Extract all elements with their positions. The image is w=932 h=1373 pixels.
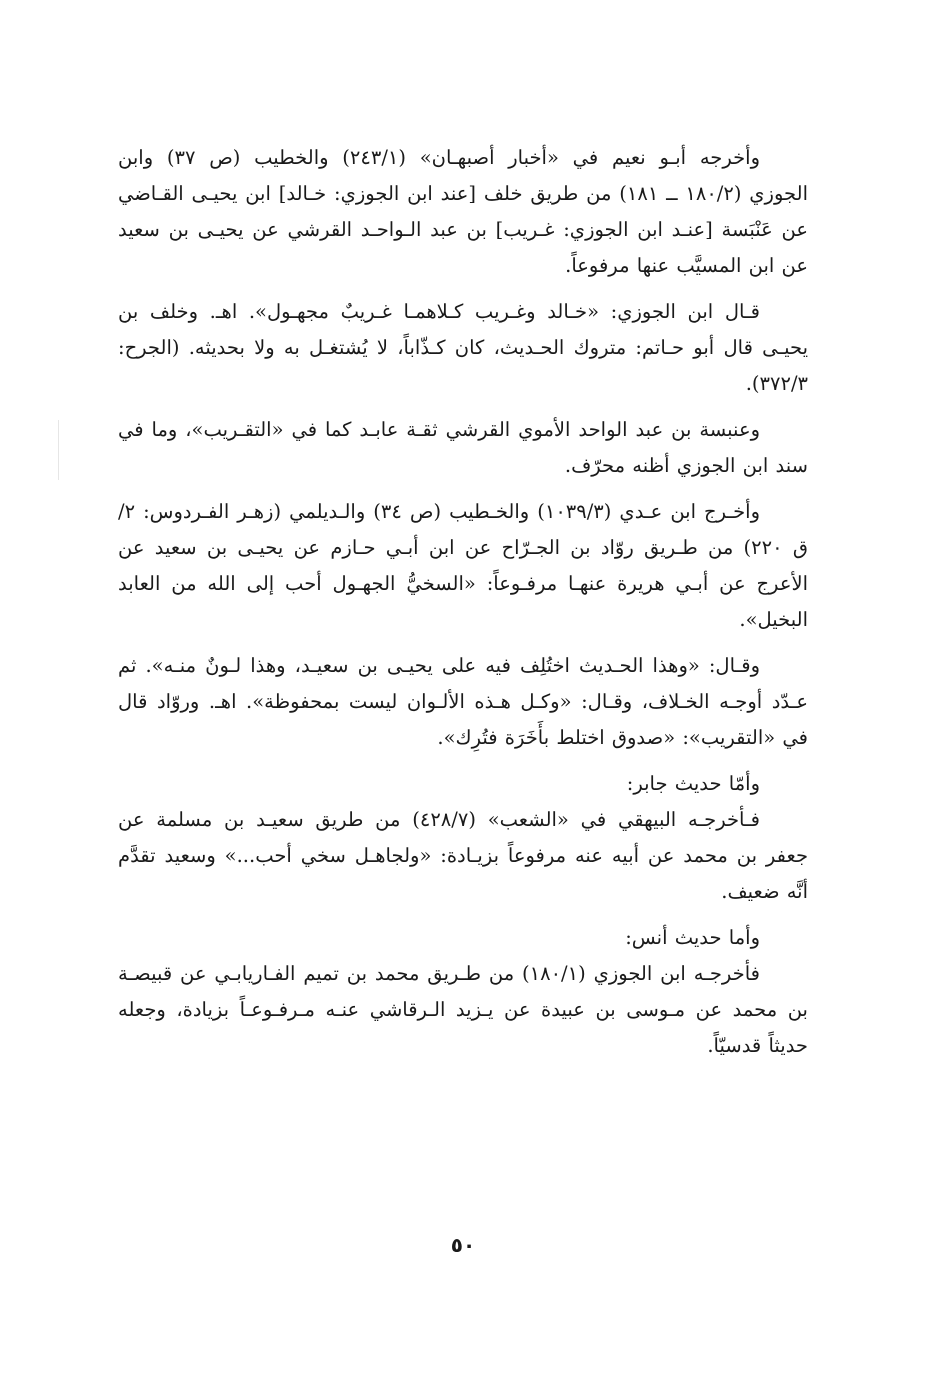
scan-artifact (58, 420, 59, 480)
section-heading-jabir: وأمّا حديث جابر: (626, 772, 760, 795)
paragraph-2: قـال ابن الجوزي: «خـالد وغـريب كـلاهمـا غـريبٌ مجهـول». اهـ. وخلف بن يحيـى قال أبو حـاتم: متروك الحـديث، كان كـذّاباً، لا يُشتغـل به ولا بحديثه. (الجرح: ٣٧٢/٣). (118, 300, 808, 395)
page-number: ٥٠ (450, 1233, 476, 1257)
paragraph-6: فـأخرجـه البيهقي في «الشعب» (٤٢٨/٧) من طريق سعيـد بن مسلمة عن جعفر بن محمد عن أبيه عنه مرفوعاً بزيـادة: «ولجاهـل سخي أحب...» وسعيد تقدَّم أنَّه ضعيف. (118, 808, 808, 903)
paragraph-1: وأخرجه أبـو نعيم في «أخبار أصبهـان» (٢٤٣/١) والخطيب (ص ٣٧) وابن الجوزي (١٨٠/٢ ــ ١٨١) من طريق خلف [عند ابن الجوزي: خـالد] ابن يحيـى القـاضي عن عَنْبَسة [عنـد ابن الجوزي: غـريب] بن عبد الـواحـد القرشي عن يحيـى بن سعيد عن ابن المسيَّب عنها مرفوعاً. (118, 146, 808, 277)
paragraph-7: فأخرجـه ابن الجوزي (١٨٠/١) من طـريق محمد بن تميم الفـاريابـي عن قبيصـة بن محمد عن مـوسى بن عبيدة عن يـزيد الـرقاشي عنـه مـرفـوعـاً بزيادة، وجعله حديثاً قدسيّاً. (118, 962, 808, 1057)
paragraph-3: وعنبسة بن عبد الواحد الأموي القرشي ثقـة عابـد كما في «التقـريب»، وما في سند ابن الجوزي أظنه محرّف. (118, 418, 808, 477)
paragraph-5: وقـال: «وهذا الحـديث اختُلِف فيه على يحيـى بن سعيـد، وهذا لـونٌ منـه». ثم عـدّد أوجـه الخـلاف، وقـال: «وكـل هـذه الألـوان ليست بمحفوظة». اهـ. وروّاد قال في «التقريب»: «صدوق اختلط بأَخَرَة فتُرِك». (118, 654, 808, 749)
document-page (118, 140, 808, 1257)
paragraph-4: وأخـرج ابن عـدي (١٠٣٩/٣) والخـطيب (ص ٣٤) والـديلمي (زهـر الفـردوس: ٢/ق ٢٢٠) من طـريق روّاد بن الجـرّاح عن ابن أبـي حـازم عن يحيـى بن سعيد عن الأعرج عن أبـي هريرة عنهـا مرفـوعاً: «السخيُّ الجهـول أحب إلى الله من العابد البخيل». (118, 500, 808, 631)
section-heading-anas: وأما حديث أنس: (625, 926, 760, 949)
